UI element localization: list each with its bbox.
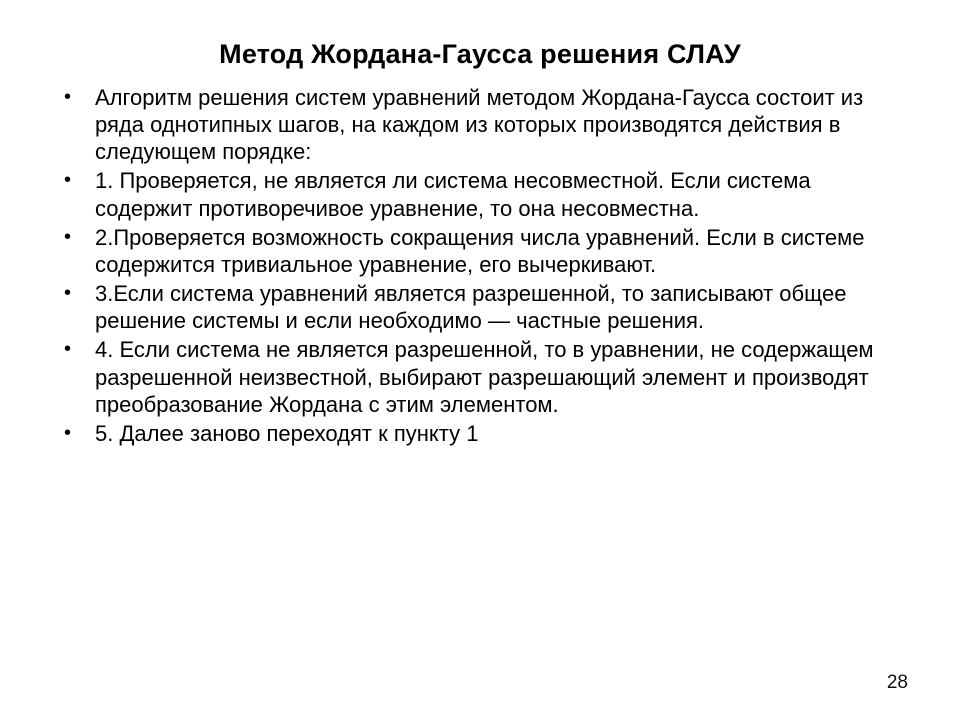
slide-title: Метод Жордана-Гаусса решения СЛАУ bbox=[219, 39, 741, 69]
bullet-dot-icon: • bbox=[64, 86, 72, 108]
bullet-text: 3.Если система уравнений является разрешенной, то записывают общее решение системы и если необходимо — частные решения. bbox=[95, 281, 847, 334]
bullet-item bbox=[62, 280, 907, 334]
bullet-dot-icon: • bbox=[64, 338, 72, 361]
bullet-dot-icon: • bbox=[64, 421, 72, 444]
bullet-dot-icon: • bbox=[64, 225, 72, 248]
bullet-item bbox=[62, 336, 907, 417]
bullet-text: 5. Далее заново переходят к пункту 1 bbox=[95, 420, 479, 446]
bullet-item bbox=[62, 167, 907, 221]
bullet-item bbox=[62, 84, 907, 165]
bullet-dot-icon: • bbox=[64, 169, 72, 192]
bullet-text: 2.Проверяется возможность сокращения числа уравнений. Если в системе содержится тривиальное уравнение, его вычеркивают. bbox=[95, 224, 865, 277]
bullet-dot-icon: • bbox=[64, 282, 72, 305]
bullet-text: Алгоритм решения систем уравнений методом Жордана-Гаусса состоит из ряда однотипных шагов, на каждом из которых производятся действия в следующем порядке: bbox=[95, 85, 864, 165]
bullet-text: 4. Если система не является разрешенной, то в уравнении, не содержащем разрешенной неизвестной, выбирают разрешающий элемент и производят преобразование Жордана с этим элементом. bbox=[95, 337, 874, 417]
bullet-list bbox=[62, 84, 907, 449]
bullet-item bbox=[62, 224, 907, 278]
bullet-text: 1. Проверяется, не является ли система несовместной. Если система содержит противоречивое уравнение, то она несовместна. bbox=[95, 168, 811, 221]
bullet-item bbox=[62, 420, 907, 447]
page-number: 28 bbox=[886, 672, 908, 693]
